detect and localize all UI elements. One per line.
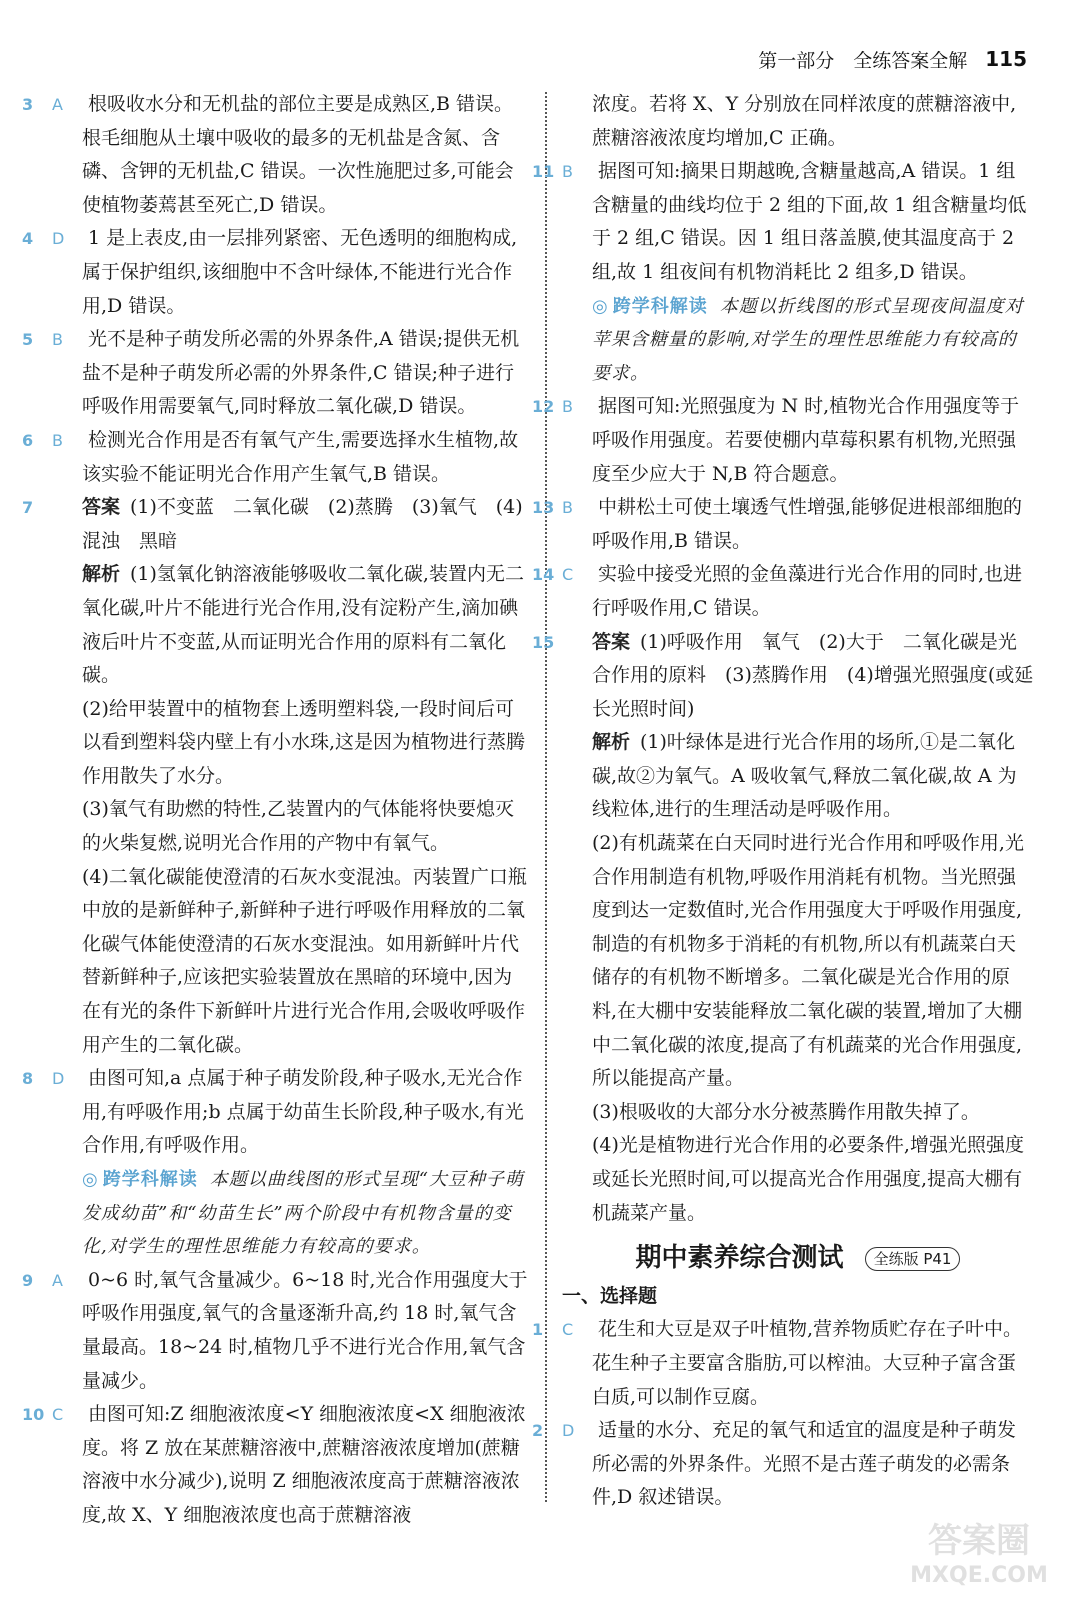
question-number: 1: [532, 1320, 544, 1340]
answer-item: 6 B 检测光合作用是否有氧气产生,需要选择水生植物,故该实验不能证明光合作用产生氧气,B 错误。: [52, 424, 530, 491]
bulb-icon: ◎: [82, 1169, 99, 1190]
question-number: 6: [22, 430, 34, 450]
column-divider: [545, 92, 547, 1502]
left-column: [22, 88, 530, 1533]
question-number: 4: [22, 229, 34, 249]
question-number: 10: [22, 1405, 45, 1425]
answer-item: 12 B 据图可知:光照强度为 N 时,植物光合作用强度等于呼吸作用强度。若要使棚内草莓积累有机物,光照强度至少应大于 N,B 符合题意。: [562, 390, 1034, 491]
explanation-paragraph: [52, 861, 530, 1063]
question-number: 3: [22, 95, 34, 114]
note-label: 跨学科解读: [612, 295, 708, 317]
answer-text: 据图可知:光照强度为 N 时,植物光合作用强度等于呼吸作用强度。若要使棚内草莓积累有机物,光照强度至少应大于 N,B 符合题意。: [592, 395, 1020, 485]
answer-item: 13 B 中耕松土可使土壤透气性增强,能够促进根部细胞的呼吸作用,B 错误。: [562, 491, 1034, 558]
question-number: 8: [22, 1069, 34, 1089]
answer-text: 检测光合作用是否有氧气产生,需要选择水生植物,故该实验不能证明光合作用产生氧气,B 错误。: [82, 428, 519, 485]
question-number: 9: [22, 1270, 34, 1290]
explanation-paragraph: [562, 726, 1034, 827]
answer-text: (3)根吸收的大部分水分被蒸腾作用散失掉了。: [592, 1100, 980, 1123]
answer-text: (1)氢氧化钠溶液能够吸收二氧化碳,装置内无二氧化碳,叶片不能进行光合作用,没有淀粉产生,滴加碘液后叶片不变蓝,从而证明光合作用的原料有二氧化碳。: [82, 563, 524, 687]
header-title: 第一部分 全练答案全解: [758, 49, 968, 72]
answer-item: 5 B 光不是种子萌发所必需的外界条件,A 错误;提供无机盐不是种子萌发所必需的外界条件,C 错误;种子进行呼吸作用需要氧气,同时释放二氧化碳,D 错误。: [52, 323, 530, 424]
label-tag: 答案: [82, 496, 121, 519]
question-number: 5: [22, 330, 34, 350]
right-column: [532, 88, 1034, 1515]
answer-item: 8 D 由图可知,a 点属于种子萌发阶段,种子吸水,无光合作用,有呼吸作用;b 点属于幼苗生长阶段,种子吸水,有光合作用,有呼吸作用。: [52, 1062, 530, 1163]
answer-text: 据图可知:摘果日期越晚,含糖量越高,A 错误。1 组含糖量的曲线均位于 2 组的下面,故 1 组含糖量均低于 2 组,C 错误。因 1 组日落盖膜,使其温度高于 2 组,故 1 组夜间有机物消耗比 2 组多,D 错误。: [592, 160, 1027, 283]
answer-text: 由图可知,a 点属于种子萌发阶段,种子吸水,无光合作用,有呼吸作用;b 点属于幼苗生长阶段,种子吸水,有光合作用,有呼吸作用。: [82, 1067, 524, 1157]
answer-text: (1)呼吸作用 氧气 (2)大于 二氧化碳是光合作用的原料 (3)蒸腾作用 (4)增强光照强度(或延长光照时间): [592, 630, 1034, 720]
question-number: 14: [532, 565, 555, 585]
note-label: 跨学科解读: [102, 1169, 198, 1190]
answer-item: 2 D 适量的水分、充足的氧气和适宜的温度是种子萌发所必需的外界条件。光照不是古莲子萌发的必需条件,D 叙述错误。: [562, 1414, 1034, 1515]
answer-text: 浓度。若将 X、Y 分别放在同样浓度的蔗糖溶液中,蔗糖溶液浓度均增加,C 正确。: [592, 93, 1017, 149]
label-tag: 解析: [592, 731, 631, 754]
cross-discipline-note: [562, 290, 1034, 391]
answer-text: 适量的水分、充足的氧气和适宜的温度是种子萌发所必需的外界条件。光照不是古莲子萌发的必需条件,D 叙述错误。: [592, 1419, 1017, 1509]
cross-discipline-note: [52, 1163, 530, 1264]
question-number: 15: [532, 632, 555, 652]
answer-item: 10 C 由图可知:Z 细胞液浓度<Y 细胞液浓度<X 细胞液浓度。将 Z 放在某蔗糖溶液中,蔗糖溶液浓度增加(蔗糖溶液中水分减少),说明 Z 细胞液浓度高于蔗糖溶液浓度,故 X、Y 细胞液浓度也高于蔗糖溶液: [52, 1398, 530, 1532]
explanation-paragraph: [562, 1096, 1034, 1130]
answer-item: [532, 626, 1034, 727]
label-tag: 答案: [592, 630, 631, 653]
label-tag: 解析: [82, 563, 121, 586]
explanation-paragraph: [562, 1129, 1034, 1230]
answer-text: 根吸收水分和无机盐的部位主要是成熟区,B 错误。根毛细胞从土壤中吸收的最多的无机盐是含氮、含磷、含钾的无机盐,C 错误。一次性施肥过多,可能会使植物萎蔫甚至死亡,D 错误。: [82, 93, 514, 216]
answer-text: 本题以折线图的形式呈现夜间温度对苹果含糖量的影响,对学生的理性思维能力有较高的要求。: [592, 295, 1024, 384]
answer-text: (4)光是植物进行光合作用的必要条件,增强光照强度或延长光照时间,可以提高光合作用强度,提高大棚有机蔬菜产量。: [592, 1134, 1024, 1224]
answer-text: 1 是上表皮,由一层排列紧密、无色透明的细胞构成,属于保护组织,该细胞中不含叶绿体,不能进行光合作用,D 错误。: [82, 227, 518, 317]
section-title-text: 期中素养综合测试: [635, 1243, 844, 1274]
answer-item: 4 D 1 是上表皮,由一层排列紧密、无色透明的细胞构成,属于保护组织,该细胞中不含叶绿体,不能进行光合作用,D 错误。: [52, 222, 530, 323]
answer-item: [22, 491, 530, 558]
explanation-paragraph: [52, 693, 530, 794]
answer-text: (1)叶绿体是进行光合作用的场所,①是二氧化碳,故②为氧气。A 吸收氧气,释放二氧化碳,故 A 为线粒体,进行的生理活动是呼吸作用。: [592, 731, 1017, 821]
answer-text: 花生和大豆是双子叶植物,营养物质贮存在子叶中。花生种子主要富含脂肪,可以榨油。大豆种子富含蛋白质,可以制作豆腐。: [592, 1318, 1023, 1408]
question-number: 7: [22, 498, 34, 518]
watermark-text: MXQE.COM: [910, 1563, 1048, 1588]
explanation-paragraph: [52, 793, 530, 860]
answer-text: (1)不变蓝 二氧化碳 (2)蒸腾 (3)氧气 (4)混浊 黑暗: [82, 496, 523, 552]
question-number: 2: [532, 1421, 544, 1441]
answer-item: 11 B 据图可知:摘果日期越晚,含糖量越高,A 错误。1 组含糖量的曲线均位于 2 组的下面,故 1 组含糖量均低于 2 组,C 错误。因 1 组日落盖膜,使其温度高于 2 组,故 1 组夜间有机物消耗比 2 组多,D 错误。: [562, 155, 1034, 289]
answer-text: 实验中接受光照的金鱼藻进行光合作用的同时,也进行呼吸作用,C 错误。: [592, 563, 1023, 619]
answer-text: (2)给甲装置中的植物套上透明塑料袋,一段时间后可以看到塑料袋内壁上有小水珠,这是因为植物进行蒸腾作用散失了水分。: [82, 697, 526, 787]
answer-text: 光不是种子萌发所必需的外界条件,A 错误;提供无机盐不是种子萌发所必需的外界条件,C 错误;种子进行呼吸作用需要氧气,同时释放二氧化碳,D 错误。: [82, 328, 520, 418]
answer-item: 9 A 0~6 时,氧气含量减少。6~18 时,光合作用强度大于呼吸作用强度,氧气的含量逐渐升高,约 18 时,氧气含量最高。18~24 时,植物几乎不进行光合作用,氧气含量减少。: [52, 1264, 530, 1398]
answer-item: 3 A 根吸收水分和无机盐的部位主要是成熟区,B 错误。根毛细胞从土壤中吸收的最多的无机盐是含氮、含磷、含钾的无机盐,C 错误。一次性施肥过多,可能会使植物萎蔫甚至死亡,D 错误。: [52, 88, 530, 222]
watermark-logo: [899, 1502, 1059, 1592]
section-subtitle: 一、选择题: [562, 1284, 658, 1307]
answer-text: 0~6 时,氧气含量减少。6~18 时,光合作用强度大于呼吸作用强度,氧气的含量逐渐升高,约 18 时,氧气含量最高。18~24 时,植物几乎不进行光合作用,氧气含量减少。: [82, 1268, 528, 1392]
midterm-answers: [532, 1313, 1034, 1515]
page-number: 115: [985, 47, 1027, 71]
answer-text: (2)有机蔬菜在白天同时进行光合作用和呼吸作用,光合作用制造有机物,呼吸作用消耗有机物。当光照强度到达一定数值时,光合作用强度大于呼吸作用强度,制造的有机物多于消耗的有机物,所以有机蔬菜白天储存的有机物不断增多。二氧化碳是光合作用的原料,在大棚中安装能释放二氧化碳的装置,增加了大棚中二氧化碳的浓度,提高了有机蔬菜的光合作用强度,所以能提高产量。: [592, 832, 1024, 1090]
question-number: 11: [532, 162, 555, 182]
question-number: 12: [532, 397, 555, 417]
answer-text: 中耕松土可使土壤透气性增强,能够促进根部细胞的呼吸作用,B 错误。: [592, 496, 1023, 552]
section-title: [562, 1242, 1034, 1276]
answer-text: (4)二氧化碳能使澄清的石灰水变混浊。丙装置广口瓶中放的是新鲜种子,新鲜种子进行呼吸作用释放的二氧化碳气体能使澄清的石灰水变混浊。如用新鲜叶片代替新鲜种子,应该把实验装置放在黑暗的环境中,因为在有光的条件下新鲜叶片进行光合作用,会吸收呼吸作用产生的二氧化碳。: [82, 865, 527, 1056]
explanation-paragraph: [562, 827, 1034, 1096]
answer-continuation: [562, 88, 1034, 155]
page-header: [758, 44, 1027, 74]
answer-item: 14 C 实验中接受光照的金鱼藻进行光合作用的同时,也进行呼吸作用,C 错误。: [562, 558, 1034, 625]
question-number: 13: [532, 498, 555, 518]
reference-badge: 全练版 P41: [865, 1247, 961, 1271]
answer-text: 本题以曲线图的形式呈现“大豆种子萌发成幼苗”和“幼苗生长”两个阶段中有机物含量的变化,对学生的理性思维能力有较高的要求。: [82, 1169, 524, 1258]
answer-item: 1 C 花生和大豆是双子叶植物,营养物质贮存在子叶中。花生种子主要富含脂肪,可以榨油。大豆种子富含蛋白质,可以制作豆腐。: [562, 1313, 1034, 1414]
answer-text: (3)氧气有助燃的特性,乙装置内的气体能将快要熄灭的火柴复燃,说明光合作用的产物中有氧气。: [82, 798, 514, 855]
explanation-paragraph: [52, 558, 530, 692]
answer-text: 由图可知:Z 细胞液浓度<Y 细胞液浓度<X 细胞液浓度。将 Z 放在某蔗糖溶液中,蔗糖溶液浓度增加(蔗糖溶液中水分减少),说明 Z 细胞液浓度高于蔗糖溶液浓度,故 X、Y 细胞液浓度也高于蔗糖溶液: [82, 1403, 526, 1526]
svg-text:答案圈: 答案圈: [928, 1521, 1030, 1561]
bulb-icon: ◎: [592, 295, 609, 317]
answers-continued: [532, 88, 1034, 1230]
